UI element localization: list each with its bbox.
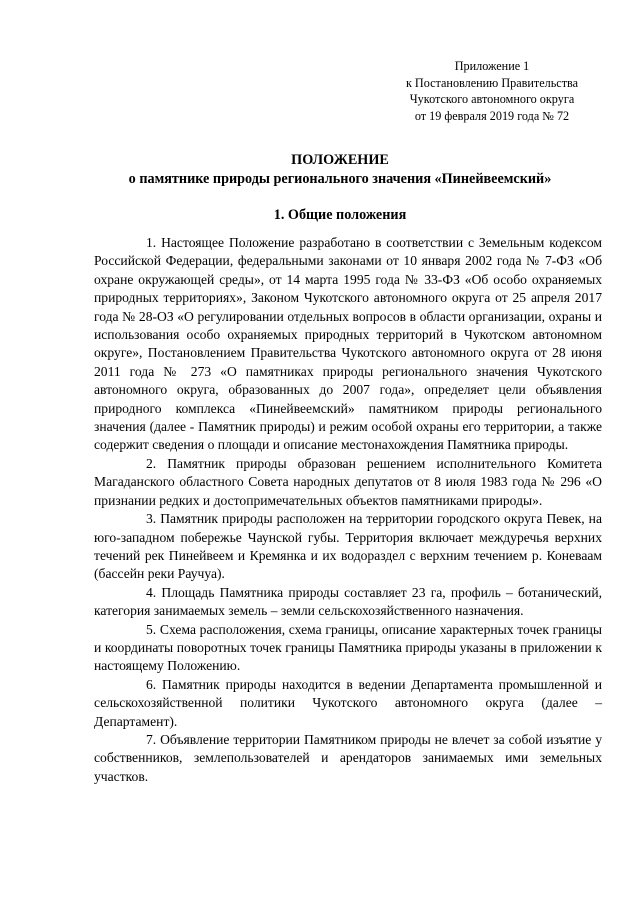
- document-subtitle: о памятнике природы регионального значения «Пинейвеемский»: [128, 171, 552, 187]
- section-heading: 1. Общие положения: [273, 207, 407, 223]
- paragraph-5: 5. Схема расположения, схема границы, описание характерных точек границы и координаты поворотных точек границы Памятника природы указаны в приложении к настоящему Положению.: [94, 621, 602, 674]
- paragraph-3: 3. Памятник природы расположен на территории городского округа Певек, на юго-западном побережье Чаунской губы. Территория включает междуречья верхних течений рек Пинейвеем и Кремянка и их водораздел с верхним течением р. Коневаам (бассейн реки Раучуа).: [94, 511, 602, 582]
- paragraph-2: 2. Памятник природы образован решением исполнительного Комитета Магаданского областного Совета народных депутатов от 8 июля 1983 года № 296 «О признании редких и достопримечательных объектов памятниками природы».: [94, 455, 602, 508]
- document-body: [94, 234, 602, 786]
- resolution-date-number: от 19 февраля 2019 года № 72: [414, 108, 570, 123]
- paragraph-4: 4. Площадь Памятника природы составляет 23 га, профиль – ботанический, категория занимаемых земель – земли сельскохозяйственного назначения.: [94, 584, 602, 619]
- paragraph-7: 7. Объявление территории Памятником природы не влечет за собой изъятие у собственников, землепользователей и арендаторов занимаемых ими земельных участков.: [94, 731, 602, 784]
- resolution-reference: к Постановлению Правительства: [405, 75, 579, 90]
- document-title: ПОЛОЖЕНИЕ: [291, 152, 389, 168]
- paragraph-1: 1. Настоящее Положение разработано в соответствии с Земельным кодексом Российской Федерации, федеральными законами от 10 января 2002 года № 7-ФЗ «Об охране окружающей среды», от 14 марта 1995 года № 33-ФЗ «Об особо охраняемых природных территориях», Законом Чукотского автономного округа от 25 апреля 2017 года № 28-ОЗ «О регулировании отдельных вопросов в области организации, охраны и использования особо охраняемых природных территорий в Чукотском автономном округе», Постановлением Правительства Чукотского автономного округа от 28 июня 2011 года № 273 «О памятниках природы регионального значения Чукотского автономного округа, образованных до 2007 года», определяет цели объявления природного комплекса «Пинейвеемский» памятником природы регионального значения (далее - Памятник природы) и режим особой охраны его территории, а также содержит сведения о площади и описание местонахождения Памятника природы.: [94, 235, 602, 453]
- appendix-header: [387, 58, 597, 124]
- paragraph-6: 6. Памятник природы находится в ведении Департамента промышленной и сельскохозяйственной политики Чукотского автономного округа (далее – Департамент).: [94, 676, 602, 729]
- government-name: Чукотского автономного округа: [409, 92, 575, 106]
- appendix-label: Приложение 1: [454, 59, 530, 73]
